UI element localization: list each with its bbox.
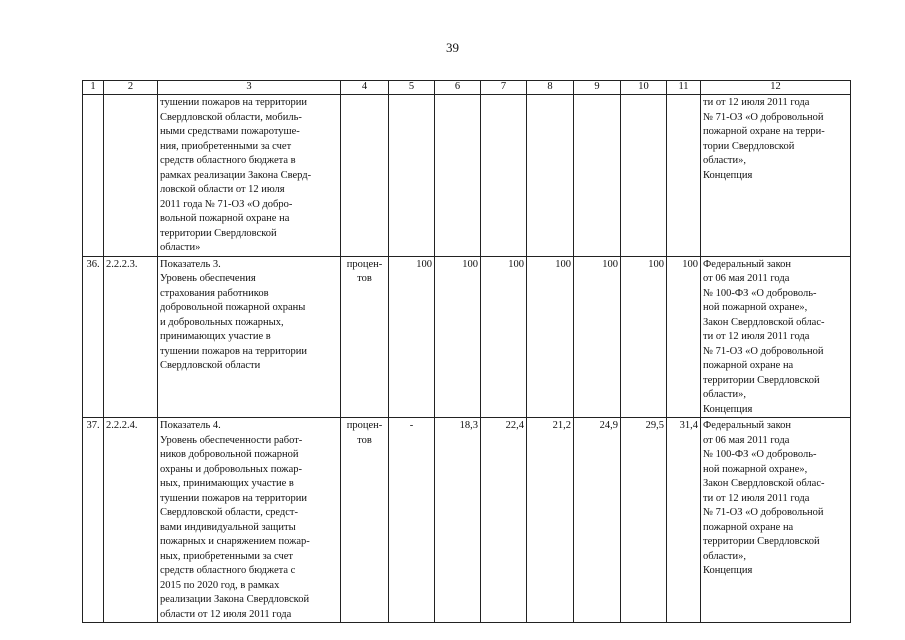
table-row (83, 256, 851, 418)
value-cell (574, 95, 621, 257)
value-cell: - (389, 418, 435, 623)
column-header: 1 (83, 81, 104, 95)
column-header: 10 (621, 81, 667, 95)
value-cell: 31,4 (667, 418, 701, 623)
value-cell: 100 (527, 256, 574, 418)
value-cell: 100 (621, 256, 667, 418)
value-cell: 21,2 (527, 418, 574, 623)
column-header: 11 (667, 81, 701, 95)
value-cell (667, 95, 701, 257)
unit-cell (341, 95, 389, 257)
column-header: 9 (574, 81, 621, 95)
column-header: 2 (104, 81, 158, 95)
column-header: 6 (435, 81, 481, 95)
indicator-name-cell: Показатель 4. Уровень обеспеченности работ- ников добровольной пожарной охраны и добровольных пожар- ных, принимающих участие в тушении пожаров на территории Свердловской области, средст- вами индивидуальной защиты пожарных и снаряжением пожар- ных, приобретенными за счет средств областного бюджета с 2015 по 2020 год, в рамках реализации Закона Свердловской области от 12 июля 2011 года (158, 418, 341, 623)
page-number: 39 (446, 40, 459, 55)
value-cell: 24,9 (574, 418, 621, 623)
row-number-cell (83, 95, 104, 257)
value-cell (389, 95, 435, 257)
column-header: 4 (341, 81, 389, 95)
row-code-cell: 2.2.2.4. (104, 418, 158, 623)
value-cell: 100 (389, 256, 435, 418)
row-code-cell (104, 95, 158, 257)
value-cell: 29,5 (621, 418, 667, 623)
source-cell: ти от 12 июля 2011 года № 71-ОЗ «О добровольной пожарной охране на терри- тории Свердловской области», Концепция (701, 95, 851, 257)
indicators-table (82, 80, 851, 623)
unit-cell: процен- тов (341, 256, 389, 418)
unit-cell: процен- тов (341, 418, 389, 623)
indicator-name-cell: Показатель 3. Уровень обеспечения страхования работников добровольной пожарной охраны и добровольных пожарных, принимающих участие в тушении пожаров на территории Свердловской области (158, 256, 341, 418)
column-header: 12 (701, 81, 851, 95)
row-number-cell: 37. (83, 418, 104, 623)
value-cell: 100 (667, 256, 701, 418)
value-cell: 100 (574, 256, 621, 418)
indicator-name-cell: тушении пожаров на территории Свердловской области, мобиль- ными средствами пожаротуше- ния, приобретенными за счет средств областного бюджета в рамках реализации Закона Сверд- ловской области от 12 июля 2011 года № 71-ОЗ «О добро- вольной пожарной охране на территории Свердловской области» (158, 95, 341, 257)
value-cell: 18,3 (435, 418, 481, 623)
column-header: 8 (527, 81, 574, 95)
value-cell: 22,4 (481, 418, 527, 623)
value-cell (527, 95, 574, 257)
column-header: 7 (481, 81, 527, 95)
table-row (83, 418, 851, 623)
row-code-cell: 2.2.2.3. (104, 256, 158, 418)
value-cell: 100 (481, 256, 527, 418)
value-cell (481, 95, 527, 257)
value-cell: 100 (435, 256, 481, 418)
value-cell (435, 95, 481, 257)
column-header: 3 (158, 81, 341, 95)
row-number-cell: 36. (83, 256, 104, 418)
table-row (83, 95, 851, 257)
source-cell: Федеральный закон от 06 мая 2011 года № 100-ФЗ «О доброволь- ной пожарной охране», Закон Свердловской облас- ти от 12 июля 2011 года № 71-ОЗ «О добровольной пожарной охране на территории Свердловской области», Концепция (701, 256, 851, 418)
column-header: 5 (389, 81, 435, 95)
value-cell (621, 95, 667, 257)
source-cell: Федеральный закон от 06 мая 2011 года № 100-ФЗ «О доброволь- ной пожарной охране», Закон Свердловской облас- ти от 12 июля 2011 года № 71-ОЗ «О добровольной пожарной охране на территории Свердловской области», Концепция (701, 418, 851, 623)
table-header-row (83, 81, 851, 95)
